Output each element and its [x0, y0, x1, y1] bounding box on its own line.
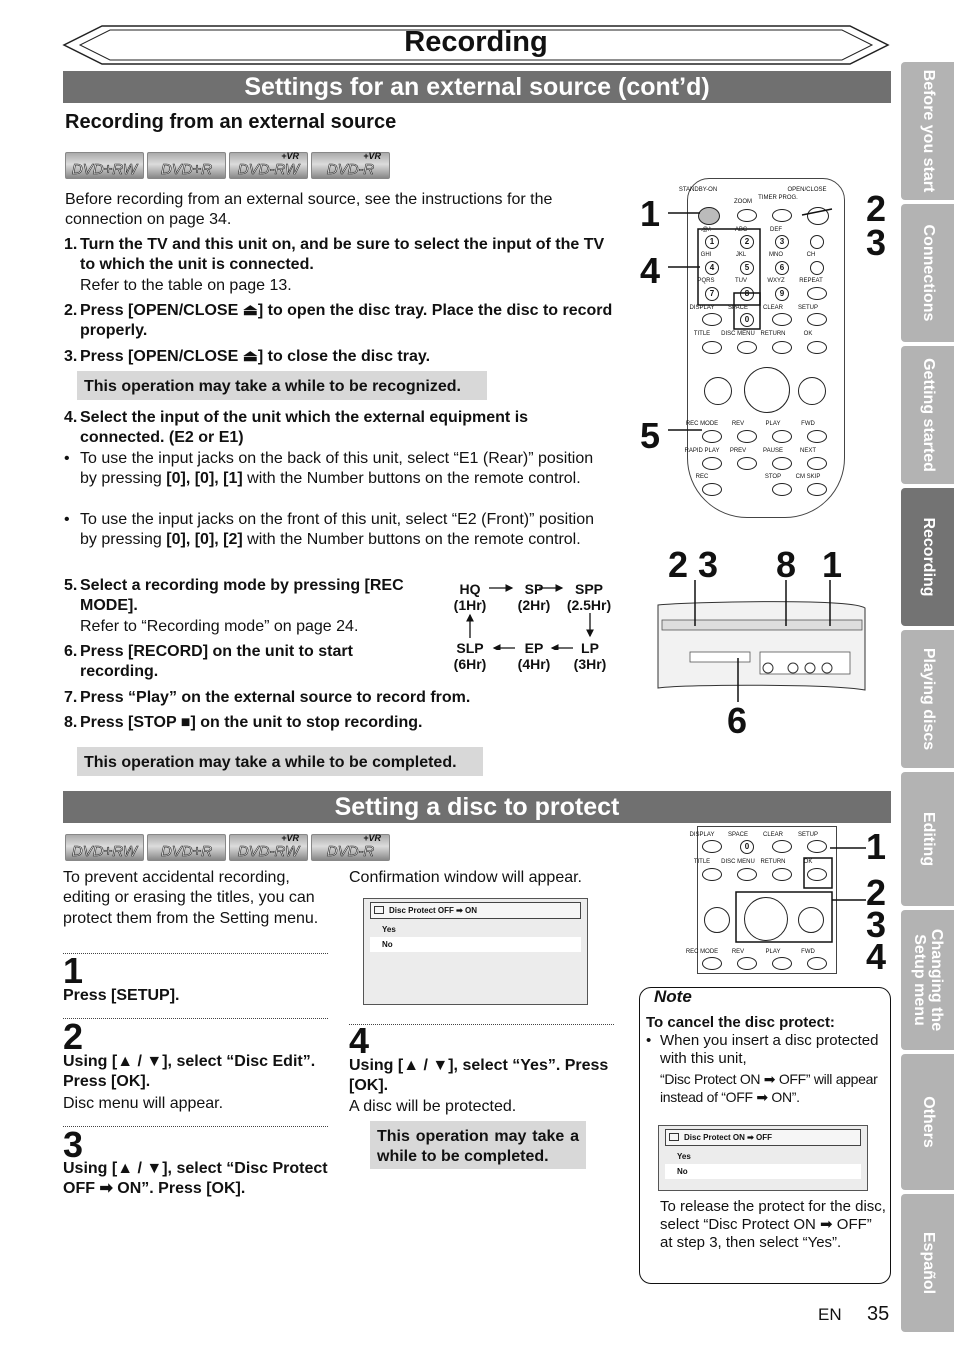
section-title-external: Settings for an external source (cont’d) [63, 71, 891, 103]
disc-logos [65, 152, 390, 179]
prev-button[interactable] [737, 457, 757, 470]
remote-control-partial: DISPLAY SPACE CLEAR SETUP 0 TITLE DISC MENU RETURN OK REC MODE REV PLAY FWD [697, 826, 837, 974]
callout-1: 1 [640, 193, 661, 234]
digit-0-button[interactable]: 0 [740, 840, 754, 854]
tab-editing[interactable]: Editing [901, 772, 954, 906]
disc-icon [669, 1133, 679, 1141]
chapter-banner [62, 22, 890, 68]
rec-mode-button[interactable] [702, 957, 722, 970]
protect-step-3: Using [▲ / ▼], select “Disc Protect OFF ➡ ON”. Press [OK]. [63, 1160, 328, 1198]
step-7: 7. Press “Play” on the external source to record from. [64, 689, 471, 706]
step-number-1: 1 [63, 950, 84, 991]
step-number-2: 2 [63, 1016, 84, 1057]
mode-slp: SLP (6Hr) [453, 640, 487, 672]
chapter-title: Recording [404, 26, 548, 58]
note-bullet: • When you insert a disc protected with this unit, [646, 1032, 879, 1067]
page-number: 35 [867, 1303, 890, 1325]
step-3: 3. Press [OPEN/CLOSE ⏏] to close the disc tray. [64, 348, 431, 365]
digit-5-button[interactable]: 5 [740, 261, 754, 275]
remote-control: STANDBY-ON OPEN/CLOSE ZOOM TIMER PROG. .@/: ABC DEF 1 2 3 GHI JKL MNO CH 4 5 6 PQRS TUV WXYZ REPEAT 7 8 9 DISPLAY SPACE CLEAR SETUP 0 TITLE DISC MENU RETURN OK REC MODE REV PLAY FWD RAPID PLAY PREV PAUSE NEXT REC STOP CM SKIP [687, 178, 845, 518]
mode-ep: EP (4Hr) [517, 640, 551, 672]
step-8: 8. Press [STOP ■] on the unit to stop recording. [64, 714, 423, 731]
rapid-play-button[interactable] [702, 457, 722, 470]
protect-step-2: Using [▲ / ▼], select “Disc Edit”. Press [OK]. [63, 1053, 316, 1091]
digit-8-button[interactable]: 8 [740, 287, 754, 301]
note-box [639, 987, 891, 1284]
step-5: 5. Select a recording mode by pressing [REC MODE]. Refer to “Recording mode” on page 24. [64, 577, 404, 635]
protect-step-4: Using [▲ / ▼], select “Yes”. Press [OK]. [349, 1057, 609, 1095]
stop-button[interactable] [772, 483, 792, 496]
option-no[interactable]: No [665, 1164, 861, 1179]
disc-icon [374, 906, 384, 914]
digit-1-button[interactable]: 1 [705, 235, 719, 249]
divider [63, 953, 328, 954]
callout-3: 3 [866, 222, 887, 263]
bullet-e1: • To use the input jacks on the back of this unit, select “E1 (Rear)” position by pressing [0], [0], [1] with the Number buttons on the remote control. [64, 450, 594, 488]
step-2: 2. Press [OPEN/CLOSE ⏏] to open the disc tray. Place the disc to record properly. [64, 302, 613, 340]
notice-protect-completed: This operation may take a while to be completed. [370, 1121, 586, 1169]
notice-recognized: This operation may take a while to be recognized. [77, 371, 487, 400]
callout-p1: 1 [866, 826, 887, 867]
callout-2: 2 [866, 188, 887, 229]
subheading: Recording from an external source [65, 111, 397, 133]
step-number-3: 3 [63, 1124, 84, 1165]
divider [63, 1126, 328, 1127]
protect-intro: To prevent accidental recording, editing or erasing the titles, you can protect them from the Setting menu. [63, 869, 319, 927]
remote-callout-lines [660, 195, 860, 445]
tab-changing-setup-menu[interactable]: Changing the Setup menu [901, 910, 954, 1050]
option-yes[interactable]: Yes [677, 1152, 691, 1161]
rev-button[interactable] [737, 957, 757, 970]
fwd-button[interactable] [807, 957, 827, 970]
digit-2-button[interactable]: 2 [740, 235, 754, 249]
digit-3-button[interactable]: 3 [775, 235, 789, 249]
section-title-protect: Setting a disc to protect [63, 791, 891, 823]
callout-p4: 4 [866, 936, 887, 977]
dvd-rw-logo: +VR DVD-RW [229, 152, 308, 179]
dvd-rw-logo: +VR DVD-RW [229, 834, 308, 861]
callout-p3: 3 [866, 904, 887, 945]
dvd-r-logo: +VR DVD-R [311, 152, 390, 179]
option-yes[interactable]: Yes [382, 925, 396, 934]
play-button[interactable] [772, 957, 792, 970]
mode-lp: LP (3Hr) [573, 640, 607, 672]
confirm-text: Confirmation window will appear. [349, 869, 582, 886]
digit-0-button[interactable]: 0 [740, 313, 754, 327]
cm-skip-button[interactable] [807, 483, 827, 496]
note-release: To release the protect for the disc, select “Disc Protect ON ➡ OFF” at step 3, then select “Yes”. [660, 1198, 886, 1251]
tab-playing-discs[interactable]: Playing discs [901, 630, 954, 768]
tab-espanol[interactable]: Español [901, 1194, 954, 1332]
confirm-screen: Disc Protect OFF ➡ ON Yes No [363, 898, 588, 1005]
step-4: 4. Select the input of the unit which the external equipment is connected. (E2 or E1) [64, 409, 529, 447]
protect-step-1: Press [SETUP]. [63, 987, 180, 1004]
digit-7-button[interactable]: 7 [705, 287, 719, 301]
note-bullet-detail: “Disc Protect ON ➡ OFF” will appear instead of “OFF ➡ ON”. [660, 1071, 878, 1105]
mode-spp: SPP (2.5Hr) [566, 581, 612, 613]
intro-text: Before recording from an external source, see the instructions for the connection on page 34. [65, 191, 553, 229]
digit-6-button[interactable]: 6 [775, 261, 789, 275]
notice-completed: This operation may take a while to be completed. [77, 747, 483, 776]
step-6: 6. Press [RECORD] on the unit to start recording. [64, 643, 353, 681]
dvd-plus-rw-logo: DVD+RW [65, 152, 144, 179]
digit-4-button[interactable]: 4 [705, 261, 719, 275]
divider [63, 1018, 328, 1019]
callout-p2: 2 [866, 872, 887, 913]
dvd-plus-rw-logo: DVD+RW [65, 834, 144, 861]
divider [349, 1024, 614, 1025]
left-button[interactable] [704, 907, 730, 933]
callout-5: 5 [640, 415, 661, 456]
mode-arrows [440, 580, 620, 650]
dvd-r-logo: +VR DVD-R [311, 834, 390, 861]
tab-before-you-start[interactable]: Before you start [901, 62, 954, 200]
note-heading: To cancel the disc protect: [646, 1014, 835, 1031]
mode-hq: HQ (1Hr) [453, 581, 487, 613]
title-button[interactable] [702, 868, 722, 881]
step-number-4: 4 [349, 1020, 370, 1061]
pause-button[interactable] [772, 457, 792, 470]
tab-others[interactable]: Others [901, 1054, 954, 1190]
bullet-e2: • To use the input jacks on the front of this unit, select “E2 (Front)” position by pressing [0], [0], [2] with the Number buttons on the remote control. [64, 511, 595, 549]
remote-callout-lines-2 [730, 836, 870, 956]
mode-sp: SP (2Hr) [517, 581, 551, 613]
note-screen: Disc Protect ON ➡ OFF Yes No [658, 1125, 868, 1191]
protect-step-2-result: Disc menu will appear. [63, 1095, 224, 1112]
next-button[interactable] [807, 457, 827, 470]
tab-getting-started[interactable]: Getting started [901, 346, 954, 484]
note-title: Note [654, 987, 692, 1006]
callout-4: 4 [640, 250, 661, 291]
protect-step-4-result: A disc will be protected. [349, 1098, 517, 1115]
tab-connections[interactable]: Connections [901, 204, 954, 342]
step-1: 1. Turn the TV and this unit on, and be sure to select the input of the TV to which the unit is connected. Refer to the table on page 13. [64, 236, 605, 294]
disc-logos-2 [65, 834, 390, 861]
option-no[interactable]: No [370, 937, 581, 952]
display-button[interactable] [702, 840, 722, 853]
language-label: EN [818, 1305, 842, 1324]
dvd-plus-r-logo: DVD+R [147, 152, 226, 179]
rec-button[interactable] [702, 483, 722, 496]
dvd-plus-r-logo: DVD+R [147, 834, 226, 861]
digit-9-button[interactable]: 9 [775, 287, 789, 301]
tab-recording[interactable]: Recording [901, 488, 954, 626]
